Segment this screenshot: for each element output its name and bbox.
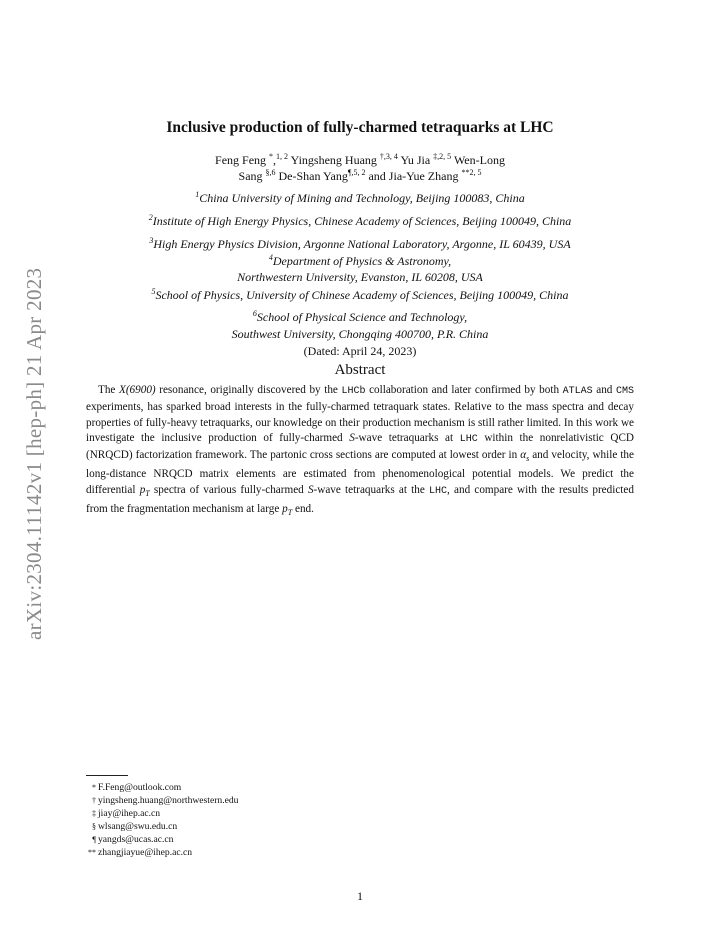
affiliation-1: $^1$China University of Mining and Technology, Beijing 100083, China [195, 190, 525, 205]
affiliation-3: $^3$High Energy Physics Division, Argonne National Laboratory, Argonne, IL 60439, USA [149, 236, 571, 251]
footnote-email[interactable]: wlsang@swu.edu.cn [98, 821, 178, 832]
footnote-email[interactable]: F.Feng@outlook.com [98, 782, 182, 793]
footnote-rule [86, 775, 128, 776]
footnote-email[interactable]: jiay@ihep.ac.cn [98, 808, 161, 819]
affiliation-6a: $^6$School of Physical Science and Technology, [252, 309, 468, 324]
dated-line: (Dated: April 24, 2023) [303, 344, 417, 358]
affiliation-4b: Northwestern University, Evanston, IL 60208, USA [237, 270, 483, 284]
affiliation-6b: Southwest University, Chongqing 400700, P.R. China [231, 327, 489, 341]
affiliation-4a: $^4$Department of Physics & Astronomy, [268, 253, 452, 268]
abstract-text: The X(6900) resonance, originally discovered by the LHCb collaboration and later confirmed by both ATLAS and CMS experiments, has sparked broad interests in the fully-charmed tetraquark states. Relative to the mass spectra and decay properties of fully-heavy tetraquarks, our knowledge on their production mechanism is still rather limited. In this work we investigate the inclusive production of fully-charmed S-wave tetraquarks at LHC within the nonrelativistic QCD (NRQCD) factorization framework. The partonic cross sections are computed at lowest order in $\alpha_s$ and velocity, while the long-distance NRQCD matrix elements are estimated from phenomenological potential models. We predict the differential $p_T$ spectra of various fully-charmed S-wave tetraquarks at the LHC, and compare with the results predicted from the fragmentation mechanism at large $p_T$ end. [86, 384, 634, 518]
footnotes [82, 781, 238, 859]
paper-title: Inclusive production of fully-charmed tetraquarks at LHC [166, 119, 554, 136]
footnote-item: ‡ jiay@ihep.ac.cn [92, 808, 161, 819]
footnote-email[interactable]: yingsheng.huang@northwestern.edu [98, 795, 239, 806]
footnote-email[interactable]: zhangjiayue@ihep.ac.cn [98, 847, 193, 858]
footnote-item: § wlsang@swu.edu.cn [92, 821, 178, 832]
authors-line-1: Feng Feng *,$^{1, 2}$ Yingsheng Huang $^{\dagger,3, 4}$ Yu Jia $^{\ddagger,2, 5}$ Wen-Long [215, 152, 505, 167]
affiliation-5: $^5$School of Physics, University of Chinese Academy of Sciences, Beijing 100049, China [151, 287, 569, 302]
arxiv-watermark: arXiv:2304.11142v1 [hep-ph] 21 Apr 2023 [22, 267, 46, 640]
footnote-email[interactable]: yangds@ucas.ac.cn [98, 834, 174, 845]
affiliation-2: $^2$Institute of High Energy Physics, Chinese Academy of Sciences, Beijing 100049, China [148, 213, 572, 228]
footnote-item: * F.Feng@outlook.com [92, 782, 182, 793]
footnote-item: † yingsheng.huang@northwestern.edu [92, 795, 239, 806]
page-number: 1 [357, 889, 363, 903]
abstract-heading: Abstract [334, 362, 386, 378]
footnote-item: ¶ yangds@ucas.ac.cn [92, 834, 174, 845]
authors-line-2: Sang $^{\S,6}$ De-Shan Yang$^{\P,5, 2}$ and Jia-Yue Zhang $^{**2, 5}$ [238, 168, 482, 183]
footnote-item: ** zhangjiayue@ihep.ac.cn [88, 847, 193, 858]
